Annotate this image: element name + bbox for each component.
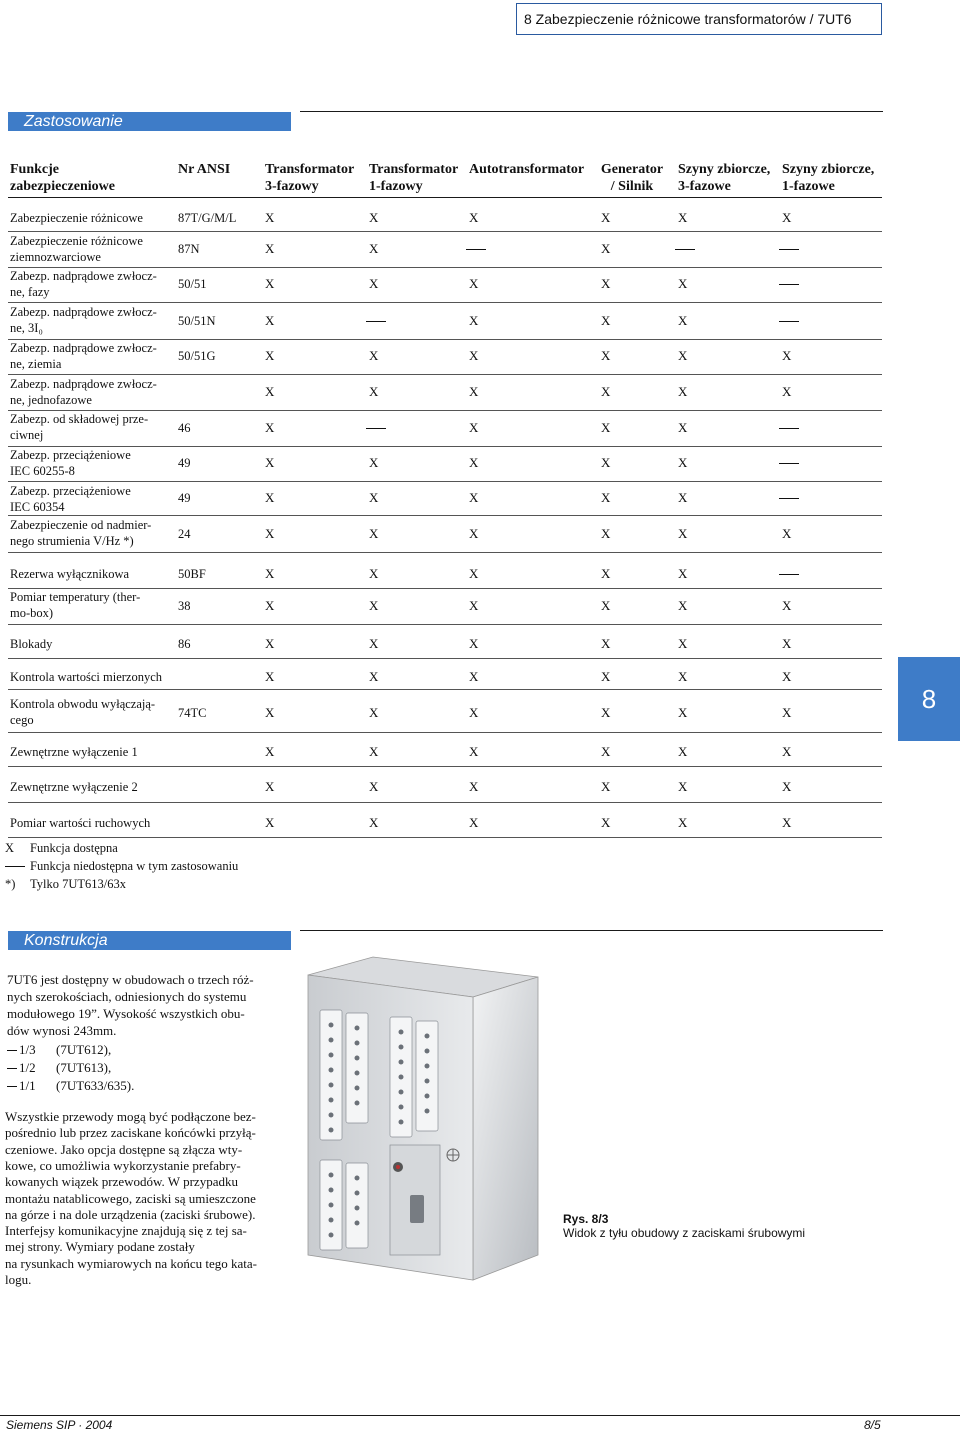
availability-mark: X — [265, 705, 275, 720]
availability-mark: X — [678, 565, 688, 581]
ansi-code: 49 — [178, 456, 191, 470]
availability-mark: X — [265, 384, 275, 399]
availability-mark: X — [265, 276, 275, 291]
column-header-line: / Silnik — [610, 179, 654, 194]
column-header-line: Nr ANSI — [178, 162, 231, 177]
ansi-code: 50/51N — [178, 313, 216, 328]
legend-text: Funkcja dostępna — [30, 841, 118, 855]
availability-mark: X — [265, 455, 275, 470]
availability-mark: X — [265, 490, 275, 505]
column-header — [178, 161, 230, 178]
availability-mark: X — [265, 525, 275, 541]
availability-mark: X — [369, 276, 379, 291]
list-item-model: (7UT612), — [56, 1042, 112, 1057]
column-header — [782, 161, 874, 195]
function-line: Zabezp. nadprądowe zwłocz- — [10, 269, 157, 283]
row-separator — [8, 837, 882, 838]
function-line: Pomiar temperatury (ther- — [10, 590, 141, 604]
availability-mark: X — [265, 743, 275, 759]
ansi-code: 38 — [178, 598, 191, 613]
not-available-dash — [779, 284, 799, 285]
not-available-dash — [779, 463, 799, 464]
function-line: Zabezpieczenie różnicowe — [10, 210, 143, 225]
device-rear-view-image — [298, 955, 543, 1285]
column-header — [598, 161, 666, 195]
availability-mark: X — [601, 705, 611, 720]
construction-paragraph-line: 7UT6 jest dostępny w obudowach o trzech róż- — [7, 972, 254, 987]
availability-mark: X — [678, 525, 688, 541]
function-line: Zabezp. przeciążeniowe — [10, 484, 131, 498]
construction-paragraph-line: modułowego 19”. Wysokość wszystkich obu- — [7, 1006, 245, 1021]
table-row-function — [10, 340, 157, 372]
table-row-function — [10, 744, 138, 760]
header-rule — [8, 197, 882, 198]
column-header-line: 3-fazowe — [678, 179, 731, 194]
construction-paragraph-line: Interfejsy komunikacyjne znajdują się z tej sa- — [5, 1223, 247, 1239]
function-line: Kontrola obwodu wyłączają- — [10, 697, 156, 711]
availability-mark: X — [265, 419, 275, 435]
legend-dash-symbol — [5, 866, 25, 867]
table-row-function — [10, 447, 131, 479]
function-line: Kontrola wartości mierzonych — [10, 670, 163, 684]
availability-mark: X — [265, 241, 275, 256]
availability-mark: X — [469, 779, 479, 794]
ansi-code: 87T/G/M/L — [178, 210, 237, 225]
availability-mark: X — [469, 419, 479, 435]
availability-mark: X — [678, 419, 688, 435]
function-line: mo-box) — [10, 606, 54, 620]
availability-mark: X — [601, 525, 611, 541]
footer-rule — [0, 1415, 960, 1416]
availability-mark: X — [369, 455, 379, 470]
availability-mark: X — [601, 636, 611, 651]
table-row-function — [10, 669, 162, 685]
function-line: Zewnętrzne wyłączenie 2 — [10, 780, 138, 794]
availability-mark: X — [469, 455, 479, 470]
availability-mark: X — [265, 565, 275, 581]
availability-mark: X — [469, 312, 479, 328]
function-line: Zabezp. nadprądowe zwłocz- — [10, 377, 157, 391]
construction-paragraph-line: logu. — [5, 1272, 32, 1287]
section-rule — [300, 111, 883, 112]
chapter-tab: 8 — [898, 657, 960, 741]
availability-mark: X — [469, 597, 479, 613]
list-item-fraction: 1/2 — [19, 1060, 36, 1075]
function-line: Pomiar wartości ruchowych — [10, 815, 151, 830]
availability-mark: X — [469, 636, 479, 651]
availability-mark: X — [678, 384, 688, 399]
availability-mark: X — [678, 276, 688, 291]
availability-mark: X — [369, 705, 379, 720]
availability-mark: X — [678, 779, 688, 794]
row-separator — [8, 231, 882, 232]
list-item-model: (7UT633/635). — [56, 1078, 135, 1093]
column-header — [265, 161, 354, 195]
construction-paragraph-line: kowe, co umożliwia wykorzystanie prefabry- — [5, 1157, 241, 1173]
column-header — [369, 161, 458, 195]
table-row-function — [10, 636, 52, 652]
table-row-function — [10, 233, 143, 265]
table-row-function — [10, 779, 138, 795]
availability-mark: X — [369, 490, 379, 505]
availability-mark: X — [369, 597, 379, 613]
table-row-function — [10, 376, 157, 408]
availability-mark: X — [369, 636, 379, 651]
construction-paragraph-line: nych szerokościach, odniesionych do systemu — [7, 989, 247, 1004]
availability-mark: X — [369, 565, 379, 581]
availability-mark: X — [369, 384, 379, 399]
availability-mark: X — [469, 490, 479, 505]
page-header-title: 8 Zabezpieczenie różnicowe transformatorów / 7UT6 — [516, 3, 882, 35]
availability-mark: X — [782, 705, 792, 720]
availability-mark: X — [678, 455, 688, 470]
construction-paragraph-line: czeniowe. Jako opcja dostępne są złącza wty- — [5, 1141, 243, 1157]
function-line: ciwnej — [10, 428, 44, 442]
column-header-line: Szyny zbiorcze, — [782, 162, 875, 177]
availability-mark: X — [601, 348, 611, 363]
row-separator — [8, 658, 882, 659]
availability-mark: X — [601, 779, 611, 794]
column-header — [10, 161, 115, 195]
not-available-dash — [366, 428, 386, 429]
ansi-code: 74TC — [178, 706, 207, 720]
availability-mark: X — [469, 348, 479, 363]
availability-mark: X — [369, 348, 379, 363]
table-row-function — [10, 517, 151, 549]
availability-mark: X — [265, 669, 275, 684]
availability-mark: X — [369, 779, 379, 794]
function-line: Blokady — [10, 637, 53, 651]
row-separator — [8, 624, 882, 625]
availability-mark: X — [369, 669, 379, 684]
column-header-line: Transformator — [265, 162, 355, 177]
construction-paragraph-line: pośrednio lub przez zaciskane końcówki przyłą- — [5, 1125, 256, 1141]
not-available-dash — [779, 428, 799, 429]
availability-mark: X — [601, 384, 611, 399]
table-row-function — [10, 589, 140, 621]
ansi-code: 50/51 — [178, 277, 207, 291]
function-line: ne, ziemia — [10, 357, 62, 371]
column-header-line: Szyny zbiorcze, — [678, 162, 771, 177]
list-item-fraction: 1/1 — [19, 1078, 36, 1093]
availability-mark: X — [782, 597, 792, 613]
row-separator — [8, 302, 882, 303]
availability-mark: X — [469, 743, 479, 759]
availability-mark: X — [601, 419, 611, 435]
not-available-dash — [466, 249, 486, 250]
function-line: ne, fazy — [10, 285, 50, 299]
row-separator — [8, 766, 882, 767]
availability-mark: X — [782, 636, 792, 651]
ansi-code: 50BF — [178, 566, 206, 581]
column-header-line: zabezpieczeniowe — [10, 179, 115, 194]
availability-mark: X — [469, 525, 479, 541]
availability-mark: X — [678, 743, 688, 759]
construction-paragraph-line: na rysunkach wymiarowych na końcu tego kata- — [5, 1255, 257, 1271]
availability-mark: X — [678, 597, 688, 613]
column-header — [678, 161, 770, 195]
figure-caption: Widok z tyłu obudowy z zaciskami śrubowymi — [563, 1226, 806, 1240]
legend-text: Funkcja niedostępna w tym zastosowaniu — [30, 859, 239, 873]
table-row-function — [10, 483, 131, 515]
availability-mark: X — [678, 705, 688, 720]
function-line: cego — [10, 713, 34, 727]
table-row-function — [10, 815, 150, 831]
function-line: Zabezpieczenie różnicowe — [10, 234, 143, 248]
not-available-dash — [366, 321, 386, 322]
availability-mark: X — [601, 312, 611, 328]
function-line: ne, jednofazowe — [10, 393, 92, 407]
availability-mark: X — [469, 814, 479, 830]
column-header-line: Transformator — [369, 162, 459, 177]
function-line: Zabezp. przeciążeniowe — [10, 448, 131, 462]
function-line: nego strumienia V/Hz *) — [10, 534, 134, 548]
list-dash — [7, 1068, 17, 1069]
availability-mark: X — [601, 209, 611, 225]
column-header-line: Autotransformator — [469, 162, 585, 177]
not-available-dash — [779, 574, 799, 575]
availability-mark: X — [782, 348, 792, 363]
table-row-function — [10, 566, 129, 582]
availability-mark: X — [369, 743, 379, 759]
availability-mark: X — [265, 312, 275, 328]
ansi-code: 49 — [178, 491, 191, 505]
legend-symbol: X — [5, 841, 15, 855]
availability-mark: X — [782, 209, 792, 225]
row-separator — [8, 732, 882, 733]
availability-mark: X — [601, 455, 611, 470]
list-dash — [7, 1086, 17, 1087]
legend-text: Tylko 7UT613/63x — [30, 877, 126, 891]
availability-mark: X — [469, 669, 479, 684]
availability-mark: X — [782, 779, 792, 794]
availability-mark: X — [782, 384, 792, 399]
section-rule — [300, 930, 883, 931]
list-item-fraction: 1/3 — [19, 1042, 36, 1057]
function-line: ne, 3I₀ — [10, 321, 43, 335]
availability-mark: X — [678, 636, 688, 651]
availability-mark: X — [601, 490, 611, 505]
availability-mark: X — [601, 241, 611, 256]
column-header-line: Generator — [600, 162, 664, 177]
availability-mark: X — [601, 597, 611, 613]
availability-mark: X — [469, 276, 479, 291]
availability-mark: X — [782, 669, 792, 684]
table-row-function — [10, 696, 155, 728]
availability-mark: X — [601, 743, 611, 759]
availability-mark: X — [369, 525, 379, 541]
column-header-line: 1-fazowy — [369, 179, 423, 194]
ansi-code: 87N — [178, 242, 200, 256]
availability-mark: X — [469, 565, 479, 581]
availability-mark: X — [369, 241, 379, 256]
availability-mark: X — [782, 743, 792, 759]
availability-mark: X — [678, 348, 688, 363]
availability-mark: X — [369, 814, 379, 830]
row-separator — [8, 446, 882, 447]
row-separator — [8, 552, 882, 553]
column-header-line: 1-fazowe — [782, 179, 835, 194]
function-line: Zabezp. od składowej prze- — [10, 412, 149, 426]
column-header-line: 3-fazowy — [265, 179, 319, 194]
availability-mark: X — [601, 669, 611, 684]
availability-mark: X — [369, 209, 379, 225]
availability-mark: X — [469, 209, 479, 225]
list-item-model: (7UT613), — [56, 1060, 112, 1075]
function-line: Rezerwa wyłącznikowa — [10, 566, 130, 581]
construction-paragraph-line: Wszystkie przewody mogą być podłączone bez- — [5, 1109, 256, 1124]
construction-paragraph-line: kowanych wiązek przewodów. W przypadku — [5, 1174, 238, 1190]
ansi-code: 86 — [178, 637, 191, 651]
construction-paragraph-line: na górze i na dole urządzenia (zaciski śrubowe). — [5, 1206, 256, 1222]
availability-mark: X — [469, 384, 479, 399]
ansi-code: 46 — [178, 420, 191, 435]
section-title-konstrukcja: Konstrukcja — [8, 931, 291, 950]
footer-left: Siemens SIP · 2004 — [6, 1418, 113, 1432]
function-line: Zabezp. nadprądowe zwłocz- — [10, 341, 157, 355]
availability-mark: X — [265, 597, 275, 613]
function-line: IEC 60255-8 — [10, 464, 75, 478]
availability-mark: X — [265, 348, 275, 363]
column-header — [469, 161, 584, 178]
not-available-dash — [779, 321, 799, 322]
availability-mark: X — [469, 705, 479, 720]
figure-title: Rys. 8/3 — [563, 1212, 609, 1226]
availability-mark: X — [265, 814, 275, 830]
availability-mark: X — [678, 669, 688, 684]
not-available-dash — [675, 249, 695, 250]
function-line: IEC 60354 — [10, 500, 65, 514]
availability-mark: X — [678, 490, 688, 505]
function-line: Zabezpieczenie od nadmier- — [10, 518, 152, 532]
construction-paragraph-line: mej strony. Wymiary podane zostały — [5, 1239, 195, 1255]
availability-mark: X — [678, 312, 688, 328]
legend-symbol: *) — [5, 877, 16, 891]
availability-mark: X — [265, 779, 275, 794]
availability-mark: X — [678, 814, 688, 830]
not-available-dash — [779, 498, 799, 499]
function-line: Zewnętrzne wyłączenie 1 — [10, 744, 138, 759]
table-row-function — [10, 304, 157, 336]
section-title-zastosowanie: Zastosowanie — [8, 112, 291, 131]
construction-paragraph-line: montażu natablicowego, zaciski są umieszczone — [5, 1190, 256, 1206]
availability-mark: X — [782, 525, 792, 541]
row-separator — [8, 689, 882, 690]
function-line: ziemnozwarciowe — [10, 250, 101, 264]
availability-mark: X — [601, 814, 611, 830]
column-header-line: Funkcje — [10, 162, 59, 177]
construction-paragraph-line: dów wynosi 243mm. — [7, 1023, 117, 1038]
row-separator — [8, 802, 882, 803]
table-row-function — [10, 411, 148, 443]
ansi-code: 24 — [178, 526, 191, 541]
row-separator — [8, 481, 882, 482]
availability-mark: X — [678, 209, 688, 225]
row-separator — [8, 515, 882, 516]
availability-mark: X — [265, 209, 275, 225]
availability-mark: X — [782, 814, 792, 830]
not-available-dash — [779, 249, 799, 250]
list-dash — [7, 1050, 17, 1051]
availability-mark: X — [601, 276, 611, 291]
availability-mark: X — [601, 565, 611, 581]
table-row-function — [10, 268, 157, 300]
ansi-code: 50/51G — [178, 349, 216, 363]
row-separator — [8, 374, 882, 375]
function-line: Zabezp. nadprądowe zwłocz- — [10, 305, 157, 319]
footer-page-number: 8/5 — [864, 1418, 881, 1432]
availability-mark: X — [265, 636, 275, 651]
table-row-function — [10, 210, 143, 226]
